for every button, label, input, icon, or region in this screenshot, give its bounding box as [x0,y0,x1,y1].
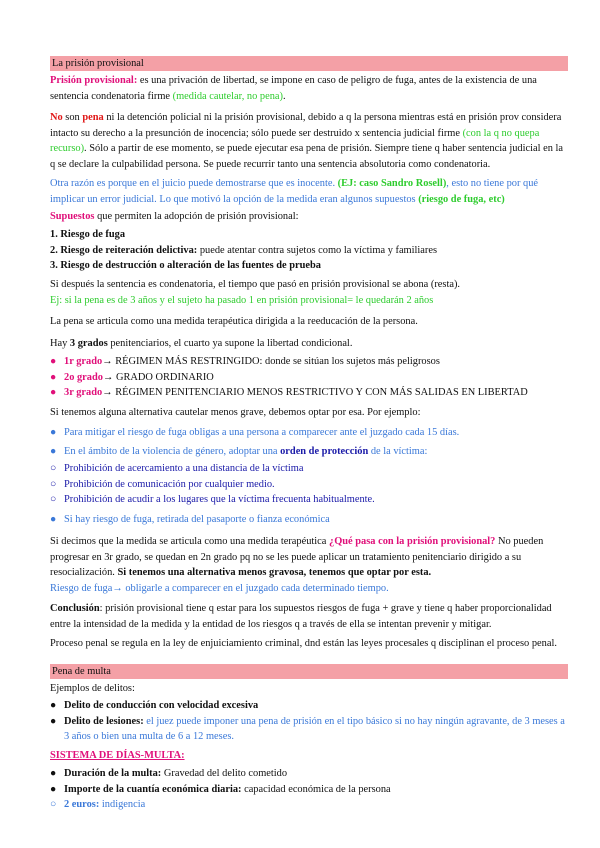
paragraph-pregunta: Si decimos que la medida se articula como una medida terapéutica ¿Qué pasa con la prisión provisional? No pueden progresar en 3r grado, se quedan en 2n grado pq no se les puede aplicar un tratamiento penitenciario dirigido a su resocialización. Si tenemos una alternativa menos gravosa, tenemos que optar por esta. Riesgo de fuga→ obligarle a comparecer en el juzgado cada determinado tiempo. [50,536,544,594]
paragraph-abono: Si después la sentencia es condenatoria, el tiempo que pasó en prisión provisional se abona (resta). Ej: si la pena es de 3 años y el sujeto ha pasado 1 en prisión provisional= le quedarán 2 años [50,279,461,306]
paragraph-no-pena: No son pena ni la detención policial ni la prisión provisional, debido a q la persona mientras está en prisión prov considera intacto su derecho a la presunción de inocencia; sólo puede ser destruido x sentencia judicial firme (con la q no quepa recurso). Sólo a partir de ese momento, se puede ejecutar esa pena de prisión. Siempre tiene q haber sentencia judicial en la q se declare la culpabilidad persona. Se puede recurrir tanto una sentencia absolutoria como condenatoria. [50,112,563,170]
list-item: ○ Prohibición de comunicación por cualquier medio. [50,478,275,490]
orden-proteccion-list [50,461,568,508]
list-item: ● Duración de la multa: Gravedad del delito cometido [50,768,288,779]
alternativas-list [50,425,568,441]
paragraph-proceso-penal: Proceso penal se regula en la ley de enjuiciamiento criminal, dnd están las leyes procesales q disciplinan el proceso penal. [50,638,557,649]
list-item: 3. Riesgo de destrucción o alteración de las fuentes de prueba [50,260,322,271]
sistema-sublist [50,797,568,813]
alternativas-list-2 [50,444,568,460]
paragraph-definition: Prisión provisional: es una privación de libertad, se impone en caso de peligro de fuga, antes de la existencia de una sentencia condenatoria firme (medida cautelar, no pena). [50,75,537,102]
paragraph-alternativa: Si tenemos alguna alternativa cautelar menos grave, debemos optar por esa. Por ejemplo: [50,407,421,418]
paragraph-grados: Hay 3 grados penitenciarios, el cuarto ya supone la libertad condicional. [50,338,353,349]
list-item: 1. Riesgo de fuga [50,229,126,240]
list-item: ● En el ámbito de la violencia de género, adoptar una orden de protección de la víctima: [50,446,428,457]
paragraph-ejemplos: Ejemplos de delitos: [50,683,135,694]
section-header-multa: Pena de multa [50,664,568,679]
grados-list [50,354,568,401]
list-item: ● 3r grado→ RÉGIMEN PENITENCIARIO MENOS RESTRICTIVO Y CON MÁS SALIDAS EN LIBERTAD [50,387,528,398]
list-item: ○ Prohibición de acudir a los lugares que la víctima frecuenta habitualmente. [50,494,375,505]
list-item: 2. Riesgo de reiteración delictiva: puede atentar contra sujetos como la víctima y familiares [50,244,438,256]
section-header-prision: La prisión provisional [50,56,568,71]
list-item: ● Delito de lesiones: el juez puede imponer una pena de prisión en el tipo básico si no hay ningún agravante, de 3 meses a 3 años o bien una multa de 6 a 12 meses. [50,715,565,742]
list-item: ● Para mitigar el riesgo de fuga obligas a una persona a comparecer ante el juzgado cada 15 días. [50,427,460,438]
list-item: ● 1r grado→ RÉGIMEN MÁS RESTRINGIDO: donde se sitúan los sujetos más peligrosos [50,356,440,367]
supuestos-list [50,227,568,274]
list-item: ● Delito de conducción con velocidad excesiva [50,700,259,711]
list-item: ● Si hay riesgo de fuga, retirada del pasaporte o fianza económica [50,514,330,525]
sistema-list [50,766,568,797]
alternativas-list-3 [50,512,568,528]
heading-sistema-dias-multa: SISTEMA DE DÍAS-MULTA: [50,750,185,761]
list-item: ○ 2 euros: indigencia [50,799,146,810]
paragraph-otra-razon: Otra razón es porque en el juicio puede demostrarse que es inocente. (EJ: caso Sandro Rosell), esto no tiene por qué implicar un error judicial. Lo que motivó la opción de la medida eran algunos supuestos (riesgo de fuga, etc) [50,178,539,205]
paragraph-terapeutica: La pena se articula como una medida terapéutica dirigida a la reeducación de la persona. [50,316,418,327]
paragraph-conclusion: Conclusión: prisión provisional tiene q estar para los supuestos riesgos de fuga + grave y tiene q haber proporcionalidad entre la intensidad de la medida y la entidad de los riesgos q a través de ella se intentan prevenir y mitigar. [50,603,552,630]
delitos-list [50,698,568,745]
list-item: ○ Prohibición de acercamiento a una distancia de la víctima [50,463,304,474]
list-item: ● 2o grado→ GRADO ORDINARIO [50,371,214,383]
list-item: ● Importe de la cuantía económica diaria: capacidad económica de la persona [50,783,391,795]
paragraph-supuestos: Supuestos que permiten la adopción de prisión provisional: [50,211,299,222]
